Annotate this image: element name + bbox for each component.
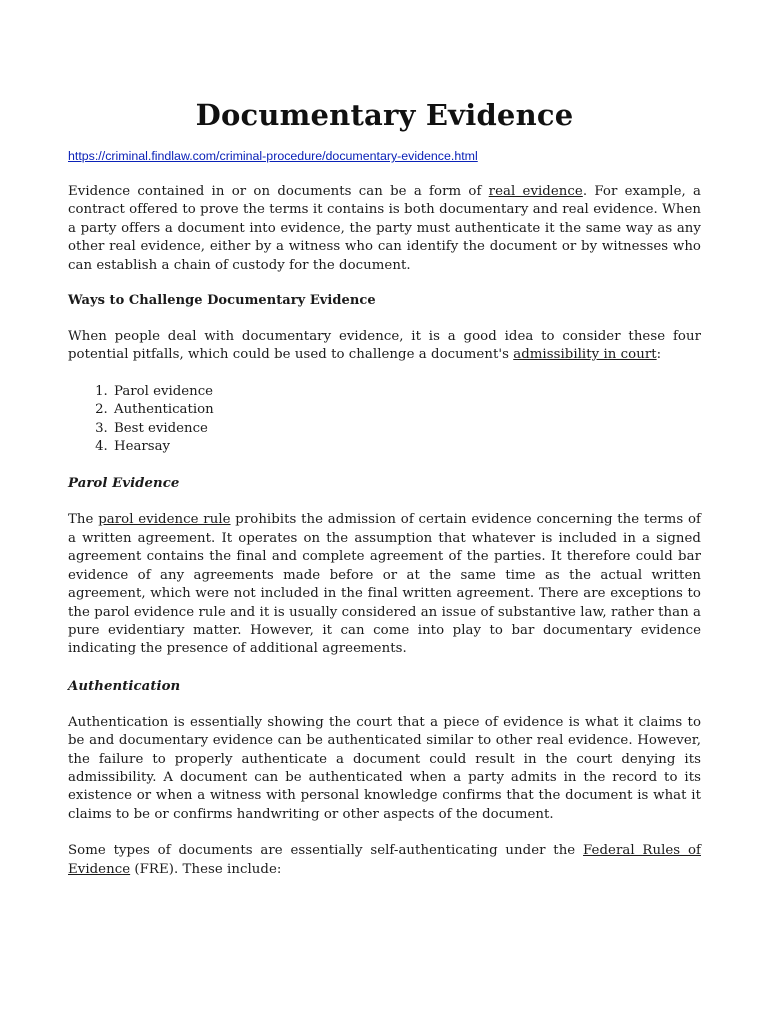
list-item: 3. Best evidence — [112, 420, 701, 438]
list-item: 1. Parol evidence — [112, 383, 701, 401]
challenge-text-rest: : — [656, 347, 662, 363]
parol-text: The — [68, 512, 99, 528]
pitfalls-list — [68, 383, 701, 457]
page-title: Documentary Evidence — [195, 98, 574, 132]
list-item: 2. Authentication — [112, 401, 701, 419]
challenge-text: When people deal with documentary evidence, it is a good idea to consider these four potential pitfalls, which could be used to challenge a document's — [68, 329, 701, 363]
list-item: 4. Hearsay — [112, 438, 701, 456]
intro-text: Evidence contained in or on documents can be a form of — [68, 184, 489, 199]
intro-text-rest: . For example, a contract offered to prove the terms it contains is both documentary and real evidence. When a party offers a document into evidence, the party must authenticate it the same way as any other real evidence, either by a witness who can identify the document or by witnesses who can establish a chain of custody for the document. — [68, 184, 701, 273]
self-auth-text-rest: (FRE). These include: — [130, 861, 282, 877]
self-authenticating-paragraph — [68, 842, 701, 879]
parol-text-rest: prohibits the admission of certain evidence concerning the terms of a written agreement. It operates on the assumption that whatever is included in a signed agreement contains the final and complete agreement of the parties. It therefore could bar evidence of any agreements made before or at the same time as the actual written agreement, which were not included in the final written agreement. There are exceptions to the parol evidence rule and it is usually considered an issue of substantive law, rather than a pure evidentiary matter. However, it can come into play to bar documentary evidence indicating the presence of additional agreements. — [68, 512, 701, 657]
parol-heading: Parol Evidence — [68, 476, 180, 492]
authentication-heading: Authentication — [68, 678, 181, 694]
authentication-paragraph: Authentication is essentially showing the court that a piece of evidence is what it claims to be and documentary evidence can be authenticated similar to other real evidence. However, the failure to properly authenticate a document could result in the court denying its admissibility. A document can be authenticated when a party admits in the record to its existence or when a witness with personal knowledge confirms that the document is what it claims to be or confirms handwriting or other aspects of the document. — [68, 714, 701, 822]
parol-rule-link[interactable]: parol evidence rule — [98, 512, 231, 528]
fre-link[interactable]: Federal Rules of Evidence — [68, 843, 701, 877]
parol-paragraph — [68, 511, 701, 658]
self-auth-text: Some types of documents are essentially self-authenticating under the — [68, 843, 583, 859]
source-link[interactable]: https://criminal.findlaw.com/criminal-procedure/documentary-evidence.html — [68, 149, 478, 163]
real-evidence-link[interactable]: real evidence — [488, 184, 583, 199]
intro-paragraph — [68, 183, 701, 275]
challenge-heading: Ways to Challenge Documentary Evidence — [68, 293, 376, 309]
admissibility-link[interactable]: admissibility in court — [513, 347, 657, 363]
challenge-paragraph — [68, 328, 701, 365]
